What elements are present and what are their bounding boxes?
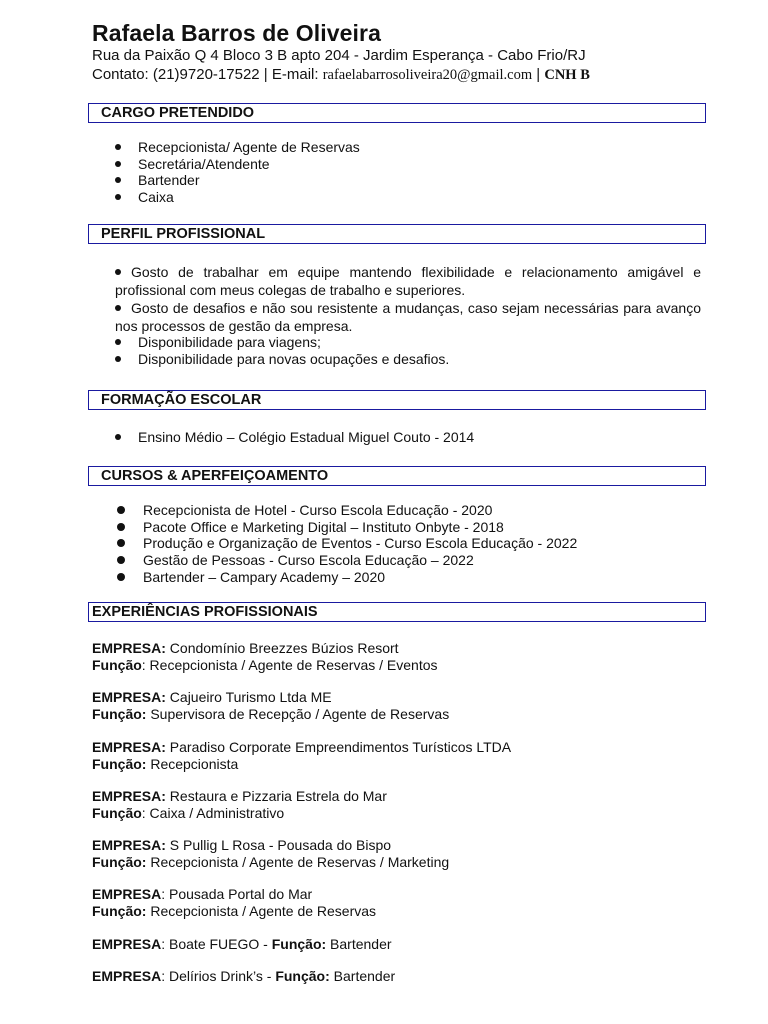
job-role [92,657,438,674]
role-name: Recepcionista / Agente de Reservas / Marketing [146,853,450,870]
bullet-icon [115,269,121,275]
section-header-formacao: FORMAÇÃO ESCOLAR [88,390,706,410]
email-address[interactable]: rafaelabarrosoliveira20@gmail.com [322,67,533,83]
funcao-label: Função [92,804,142,821]
job-entry [92,689,449,722]
company-name: Paradiso Corporate Empreendimentos Turísticos LTDA [165,739,512,755]
funcao-label: Função [92,755,142,772]
empresa-separator: : [161,788,166,804]
job-inline [92,936,392,953]
job-entry [92,886,376,919]
section-header-cargo: CARGO PRETENDIDO [88,103,706,123]
list-item: Bartender [115,172,360,189]
job-entry [92,640,438,673]
section-header-experiencias: EXPERIÊNCIAS PROFISSIONAIS [88,602,706,622]
job-entry [92,739,511,772]
perfil-paragraph-1 [115,263,701,299]
perfil-paragraph-2 [115,299,701,335]
address-line: Rua da Paixão Q 4 Bloco 3 B apto 204 - Jardim Esperança - Cabo Frio/RJ [92,47,586,64]
funcao-separator: : [321,936,327,952]
role-name: Recepcionista / Agente de Reservas / Eventos [145,656,438,673]
job-role [92,805,387,822]
job-role [92,903,376,920]
role-name: Recepcionista / Agente de Reservas [146,902,377,919]
job-role [92,756,511,773]
formacao-list [115,429,474,446]
job-company [92,788,387,805]
company-name: S Pullig L Rosa - Pousada do Bispo [165,837,392,853]
empresa-label: EMPRESA [92,689,162,705]
empresa-label: EMPRESA [92,886,162,902]
company-name: Cajueiro Turismo Ltda ME [165,689,332,705]
empresa-separator: : [161,689,166,705]
job-entry [92,788,387,821]
empresa-label: EMPRESA [92,788,162,804]
list-item: Produção e Organização de Eventos - Curso Escola Educação - 2022 [116,535,577,552]
role-name: Bartender [329,968,396,984]
list-item: Recepcionista de Hotel - Curso Escola Educação - 2020 [116,502,577,519]
empresa-label: EMPRESA [92,739,162,755]
funcao-label: Função [92,902,142,919]
list-item: Recepcionista/ Agente de Reservas [115,139,360,156]
company-name: : Delírios Drink’s - [161,968,276,984]
driver-license: CNH B [544,67,590,83]
job-company [92,837,449,854]
funcao-separator: : [141,853,147,870]
role-name: Bartender [326,936,392,952]
list-item: Caixa [115,189,360,206]
bullet-icon [115,305,121,311]
list-item: Disponibilidade para novas ocupações e desafios. [115,351,449,368]
job-company [92,640,438,657]
section-header-perfil: PERFIL PROFISSIONAL [88,224,706,244]
section-header-cursos: CURSOS & APERFEIÇOAMENTO [88,466,706,486]
funcao-label: Função [271,936,322,952]
job-role [92,854,449,871]
company-name: Condomínio Breezzes Búzios Resort [165,640,399,656]
funcao-separator: : [141,705,147,722]
list-item: Pacote Office e Marketing Digital – Instituto Onbyte - 2018 [116,519,577,536]
empresa-label: EMPRESA [92,640,162,656]
company-name: : Boate FUEGO - [161,936,272,952]
job-role [92,706,449,723]
empresa-label: EMPRESA [92,936,162,952]
job-company [92,739,511,756]
contact-separator: | [532,66,545,83]
funcao-label: Função [92,656,142,673]
list-item: Disponibilidade para viagens; [115,334,449,351]
job-company [92,689,449,706]
empresa-separator: : [161,640,166,656]
perfil-text-1: Gosto de trabalhar em equipe mantendo flexibilidade e relacionamento amigável e profissional com meus colegas de trabalho e superiores. [115,264,701,298]
funcao-separator: : [141,804,146,821]
funcao-separator: : [141,902,147,919]
contact-line [92,66,590,84]
list-item: Bartender – Campary Academy – 2020 [116,569,577,586]
role-name: Recepcionista [146,755,239,772]
job-entry [92,968,395,985]
job-entry [92,936,392,953]
company-name: Restaura e Pizzaria Estrela do Mar [165,788,387,804]
cursos-list [116,502,577,586]
list-item: Secretária/Atendente [115,156,360,173]
funcao-label: Função [92,853,142,870]
company-name: Pousada Portal do Mar [165,886,313,902]
funcao-label: Função [92,705,142,722]
job-inline [92,968,395,985]
empresa-separator: : [161,739,166,755]
role-name: Caixa / Administrativo [145,804,285,821]
funcao-separator: : [325,968,330,984]
perfil-list [115,334,449,367]
contact-phone: Contato: (21)9720-17522 | E-mail: [92,66,323,83]
empresa-label: EMPRESA [92,968,162,984]
job-company [92,886,376,903]
role-name: Supervisora de Recepção / Agente de Reservas [146,705,450,722]
cargo-list [115,139,360,206]
list-item: Ensino Médio – Colégio Estadual Miguel Couto - 2014 [115,429,474,446]
list-item: Gestão de Pessoas - Curso Escola Educação – 2022 [116,552,577,569]
candidate-name: Rafaela Barros de Oliveira [92,20,381,46]
empresa-separator: : [161,837,166,853]
funcao-label: Função [275,968,326,984]
empresa-separator: : [161,886,166,902]
funcao-separator: : [141,755,147,772]
job-entry [92,837,449,870]
perfil-text-2: Gosto de desafios e não sou resistente a mudanças, caso sejam necessárias para avanço nos processos de gestão da empresa. [115,300,701,334]
empresa-label: EMPRESA [92,837,162,853]
funcao-separator: : [141,656,146,673]
